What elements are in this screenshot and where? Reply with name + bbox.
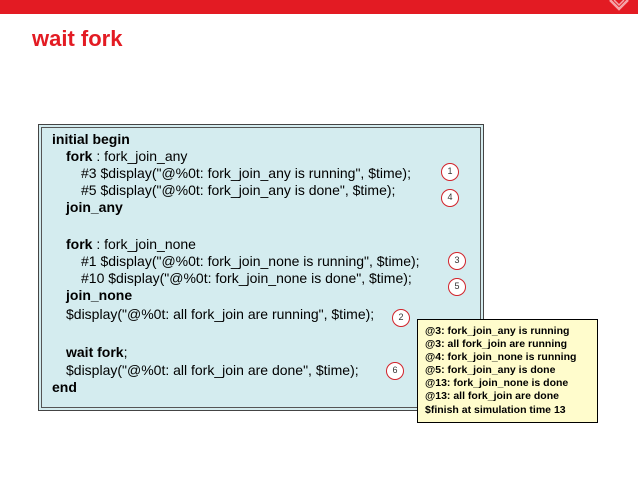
code-line-join-any xyxy=(66,199,123,215)
code-keyword: join_none xyxy=(66,287,133,303)
step-marker-5: 5 xyxy=(448,278,466,296)
code-line-none-done xyxy=(81,270,412,286)
code-text: : fork_join_any xyxy=(92,148,188,164)
simulation-output-panel xyxy=(417,319,598,423)
code-line-all-done xyxy=(66,362,359,378)
code-line-end xyxy=(52,379,77,395)
code-text: : fork_join_none xyxy=(92,236,196,252)
output-line: @13: all fork_join are done xyxy=(425,390,559,402)
code-text: $display("@%0t: all fork_join are done", $time); xyxy=(66,362,359,378)
code-keyword: fork xyxy=(66,236,93,252)
code-text: ; xyxy=(123,344,128,360)
code-keyword: end xyxy=(52,379,77,395)
code-text: #1 $display("@%0t: fork_join_none is running", $time); xyxy=(81,253,420,269)
code-keyword: wait fork xyxy=(66,344,124,360)
code-line-fork-none xyxy=(66,236,196,252)
code-line-all-running xyxy=(66,306,374,322)
code-text: $display("@%0t: all fork_join are running", $time); xyxy=(66,306,375,322)
code-line-any-running xyxy=(81,165,411,181)
code-keyword: fork xyxy=(66,148,93,164)
output-line: @3: fork_join_any is running xyxy=(425,325,570,337)
step-marker-6: 6 xyxy=(386,362,404,380)
output-line: @4: fork_join_none is running xyxy=(425,351,577,363)
slide-title: wait fork xyxy=(32,26,123,51)
corner-logo-icon xyxy=(606,0,632,14)
top-accent-bar xyxy=(0,0,638,14)
code-line-any-done xyxy=(81,182,395,198)
step-marker-2: 2 xyxy=(392,309,410,327)
code-line-none-running xyxy=(81,253,420,269)
code-line-join-none xyxy=(66,287,132,303)
output-line: @5: fork_join_any is done xyxy=(425,364,556,376)
step-marker-4: 4 xyxy=(441,189,459,207)
code-line-initial xyxy=(52,131,130,147)
code-keyword: join_any xyxy=(66,199,123,215)
code-text: #10 $display("@%0t: fork_join_none is done", $time); xyxy=(81,270,412,286)
code-line-fork-any xyxy=(66,148,187,164)
output-line: @13: fork_join_none is done xyxy=(425,377,569,389)
output-line: $finish at simulation time 13 xyxy=(425,404,566,416)
code-line-wait-fork xyxy=(66,344,127,360)
step-marker-3: 3 xyxy=(448,252,466,270)
output-line: @3: all fork_join are running xyxy=(425,338,568,350)
code-text: #3 $display("@%0t: fork_join_any is running", $time); xyxy=(81,165,411,181)
code-text: #5 $display("@%0t: fork_join_any is done", $time); xyxy=(81,182,396,198)
step-marker-1: 1 xyxy=(441,163,459,181)
code-keyword: initial begin xyxy=(52,131,130,147)
